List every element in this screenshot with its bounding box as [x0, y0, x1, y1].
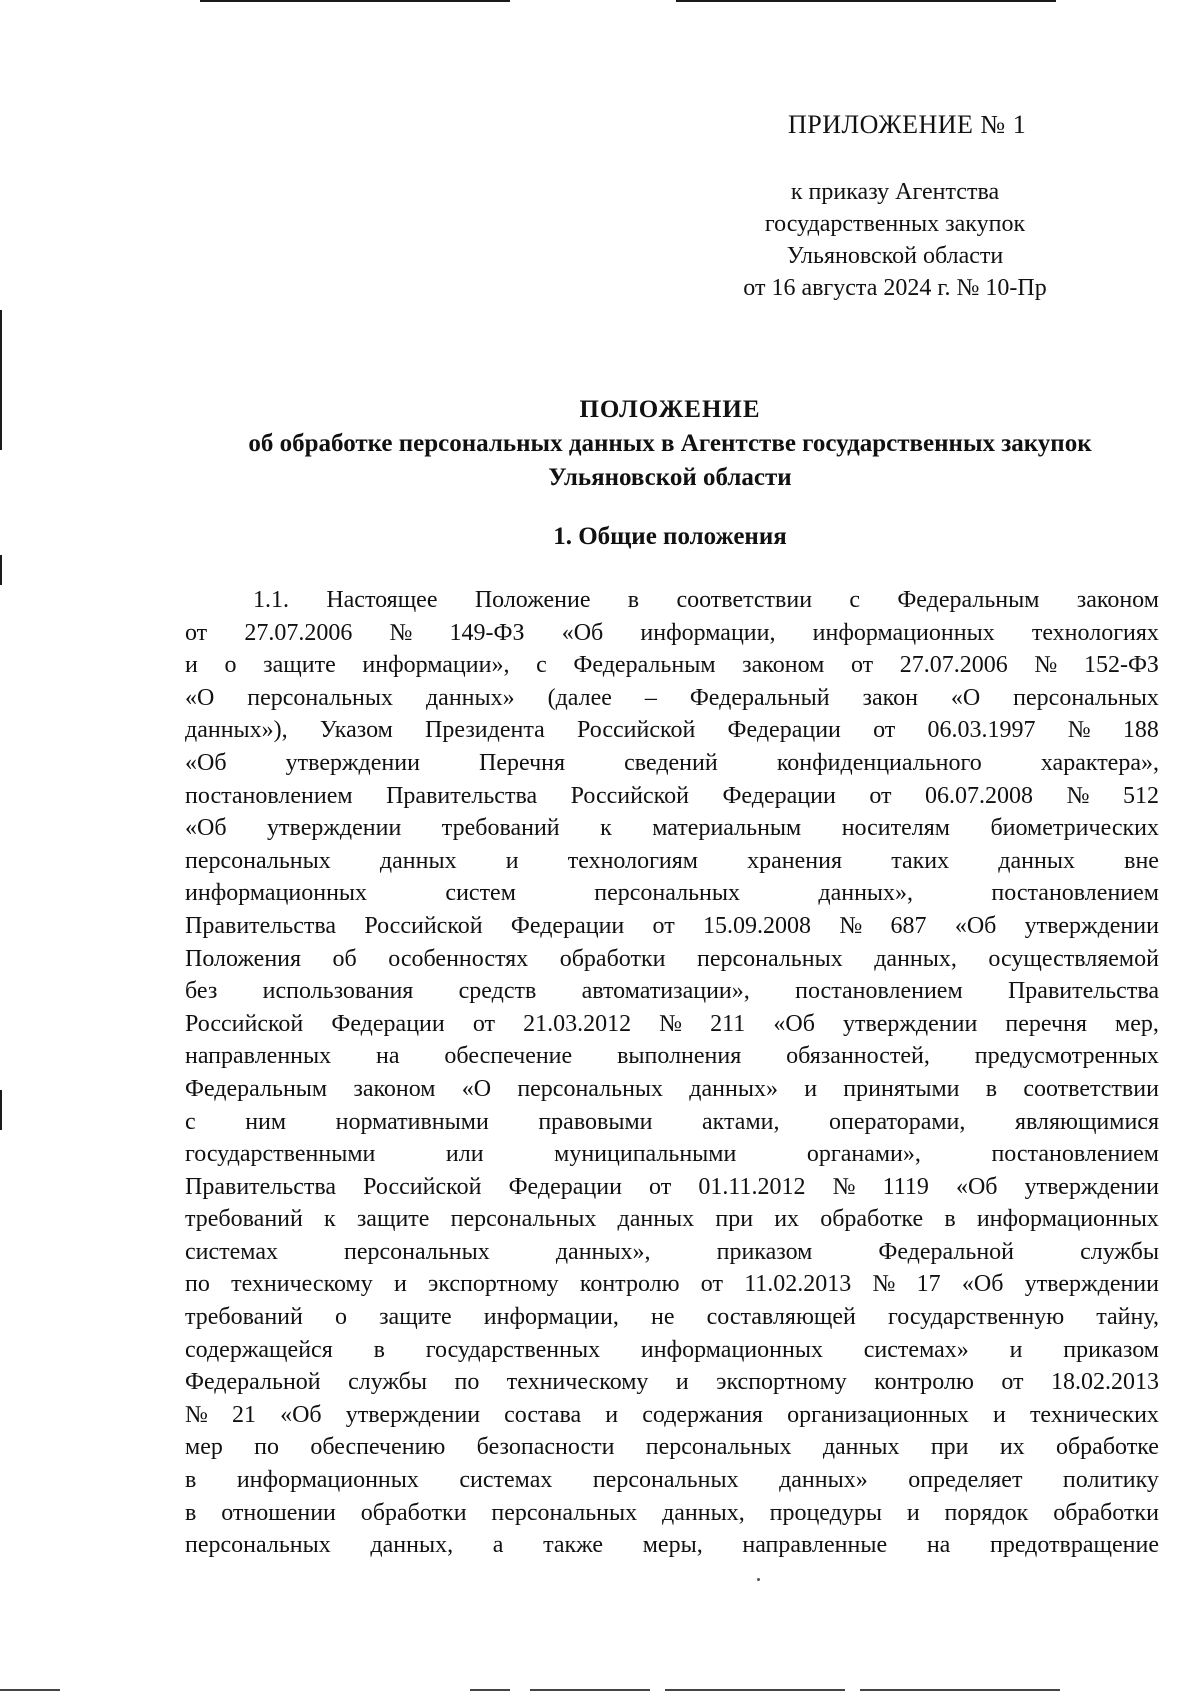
- body-line: Положения об особенностях обработки персональных данных, осуществляемой: [185, 945, 1159, 972]
- body-line: «О персональных данных» (далее – Федеральный закон «О персональных: [185, 684, 1159, 711]
- scan-edge-bottom-2: [470, 1689, 510, 1691]
- body-line: от 27.07.2006 № 149-ФЗ «Об информации, информационных технологиях: [185, 619, 1159, 646]
- body-line: по техническому и экспортному контролю от 11.02.2013 № 17 «Об утверждении: [185, 1271, 1159, 1298]
- scan-edge-bottom-5: [860, 1689, 1060, 1691]
- scan-edge-left-1: [0, 310, 2, 450]
- scan-edge-bottom-1: [0, 1689, 60, 1691]
- document-title-block: [150, 393, 1190, 495]
- scan-edge-bottom-3: [530, 1689, 650, 1691]
- body-line: Федеральной службы по техническому и экспортному контролю от 18.02.2013: [185, 1369, 1159, 1396]
- body-line: данных»), Указом Президента Российской Федерации от 06.03.1997 № 188: [185, 717, 1159, 744]
- body-line: персональных данных, а также меры, направленные на предотвращение: [185, 1532, 1159, 1559]
- body-line: требований к защите персональных данных при их обработке в информационных: [185, 1206, 1159, 1233]
- body-line: и о защите информации», с Федеральным законом от 27.07.2006 № 152-ФЗ: [185, 652, 1159, 679]
- order-ref-line: государственных закупок: [764, 211, 1026, 237]
- document-title: ПОЛОЖЕНИЕ: [579, 396, 761, 423]
- body-line: без использования средств автоматизации», постановлением Правительства: [185, 978, 1159, 1005]
- body-line: государственными или муниципальными органами», постановлением: [185, 1141, 1159, 1168]
- body-line: № 21 «Об утверждении состава и содержания организационных и технических: [185, 1401, 1159, 1428]
- body-line: информационных систем персональных данных», постановлением: [185, 880, 1159, 907]
- order-reference: [710, 176, 1080, 304]
- body-line: системах персональных данных», приказом Федеральной службы: [185, 1238, 1159, 1265]
- body-paragraph: [185, 584, 1159, 1562]
- section-heading: 1. Общие положения: [553, 523, 787, 550]
- body-line: Правительства Российской Федерации от 01.11.2012 № 1119 «Об утверждении: [185, 1173, 1159, 1200]
- body-line: постановлением Правительства Российской Федерации от 06.07.2008 № 512: [185, 782, 1159, 809]
- body-line: с ним нормативными правовыми актами, операторами, являющимися: [185, 1108, 1159, 1135]
- order-ref-line: к приказу Агентства: [790, 179, 1000, 205]
- body-line: 1.1. Настоящее Положение в соответствии с Федеральным законом: [253, 587, 1159, 613]
- appendix-title: ПРИЛОЖЕНИЕ № 1: [788, 110, 1027, 139]
- scan-edge-top-left: [200, 0, 510, 2]
- body-line: Правительства Российской Федерации от 15.09.2008 № 687 «Об утверждении: [185, 912, 1159, 939]
- body-line: в отношении обработки персональных данных, процедуры и порядок обработки: [185, 1499, 1159, 1526]
- body-line: Российской Федерации от 21.03.2012 № 211 «Об утверждении перечня мер,: [185, 1010, 1159, 1037]
- scan-edge-top-right: [676, 0, 1056, 2]
- document-subtitle-line: об обработке персональных данных в Агентстве государственных закупок: [248, 430, 1092, 457]
- body-line: в информационных системах персональных данных» определяет политику: [185, 1467, 1159, 1494]
- body-line: направленных на обеспечение выполнения обязанностей, предусмотренных: [185, 1043, 1159, 1070]
- body-line: Федеральным законом «О персональных данных» и принятыми в соответствии: [185, 1075, 1159, 1102]
- order-ref-line: Ульяновской области: [786, 243, 1004, 269]
- scan-edge-left-3: [0, 1090, 2, 1130]
- scan-speck: [757, 1578, 760, 1581]
- body-line: персональных данных и технологиям хранения таких данных вне: [185, 847, 1159, 874]
- document-subtitle-line: Ульяновской области: [548, 464, 792, 491]
- body-line: содержащейся в государственных информационных системах» и приказом: [185, 1336, 1159, 1363]
- body-line: «Об утверждении требований к материальным носителям биометрических: [185, 815, 1159, 842]
- body-line: требований о защите информации, не составляющей государственную тайну,: [185, 1304, 1159, 1331]
- body-line: мер по обеспечению безопасности персональных данных при их обработке: [185, 1434, 1159, 1461]
- body-line: «Об утверждении Перечня сведений конфиденциального характера»,: [185, 749, 1159, 776]
- order-ref-line: от 16 августа 2024 г. № 10-Пр: [743, 275, 1047, 301]
- scan-edge-left-2: [0, 555, 2, 585]
- scan-edge-bottom-4: [665, 1689, 845, 1691]
